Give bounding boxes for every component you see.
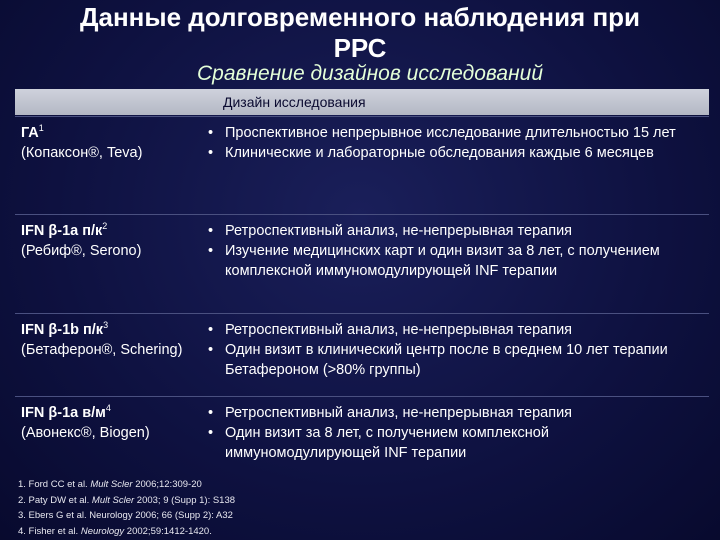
reference-text: 2006;12:309-20 (132, 479, 202, 490)
reference-item (18, 508, 708, 524)
drug-name: IFN β-1a в/м (21, 405, 106, 421)
drug-ref: 2 (102, 221, 108, 231)
table-header-label: Дизайн исследования (223, 94, 366, 110)
table-header (15, 89, 709, 115)
table-row (15, 116, 709, 214)
reference-text: 1. Ford CC et al. (18, 479, 91, 490)
table-row (15, 396, 709, 475)
design-list (208, 221, 703, 281)
drug-ref: 3 (103, 320, 109, 330)
design-list (208, 403, 703, 463)
reference-text: 4. Fisher et al. (18, 525, 81, 537)
slide-subtitle: Сравнение дизайнов исследований (196, 62, 544, 85)
design-item: • Ретроспективный анализ, не-непрерывная терапия (208, 320, 703, 340)
design-item: • Проспективное непрерывное исследование длительностью 15 лет (208, 123, 703, 143)
reference-text: 2003; 9 (Supp 1): S138 (134, 494, 236, 506)
design-item: • Один визит в клинический центр после в среднем 10 лет терапии Бетафероном (>80% группы) (208, 340, 703, 380)
design-list (208, 320, 703, 380)
drug-brand: (Ребиф®, Serono) (21, 243, 142, 259)
design-item: • Ретроспективный анализ, не-непрерывная терапия (208, 403, 703, 423)
drug-ref: 1 (38, 123, 44, 133)
reference-text: 2002;59:1412-1420. (124, 525, 212, 537)
design-list (208, 123, 703, 163)
reference-journal: Neurology (80, 525, 125, 537)
drug-name: IFN β-1b п/к (21, 322, 104, 338)
table-row (15, 313, 709, 396)
drug-name: IFN β-1a п/к (21, 223, 103, 239)
reference-item (18, 493, 708, 509)
reference-journal: Mult Scler (91, 494, 135, 506)
drug-brand: (Авонекс®, Biogen) (21, 425, 150, 441)
drug-cell (21, 320, 191, 360)
title-line-2: РРС (333, 33, 387, 63)
reference-text: 2. Paty DW et al. (18, 494, 92, 506)
reference-text: 3. Ebers G et al. Neurology 2006; 66 (Supp 2): A32 (18, 510, 233, 521)
drug-brand: (Копаксон®, Teva) (21, 145, 143, 161)
reference-journal: Mult Scler (90, 479, 133, 490)
design-item: • Изучение медицинских карт и один визит за 8 лет, с получением комплексной иммуномодулирующей INF терапии (208, 241, 703, 281)
reference-item (18, 477, 708, 493)
slide-title (0, 2, 720, 64)
drug-name: ГА (21, 125, 39, 141)
drug-brand: (Бетаферон®, Schering) (21, 342, 183, 358)
reference-item (18, 524, 708, 540)
references (18, 477, 708, 539)
drug-cell (21, 221, 191, 261)
design-item: • Клинические и лабораторные обследования каждые 6 месяцев (208, 143, 703, 163)
table-row (15, 214, 709, 313)
title-line-1: Данные долговременного наблюдения при (79, 2, 641, 32)
drug-ref: 4 (105, 403, 111, 413)
drug-cell (21, 123, 191, 163)
design-item: • Один визит за 8 лет, с получением комплексной иммуномодулирующей INF терапии (208, 423, 703, 463)
design-item: • Ретроспективный анализ, не-непрерывная терапия (208, 221, 703, 241)
drug-cell (21, 403, 191, 443)
